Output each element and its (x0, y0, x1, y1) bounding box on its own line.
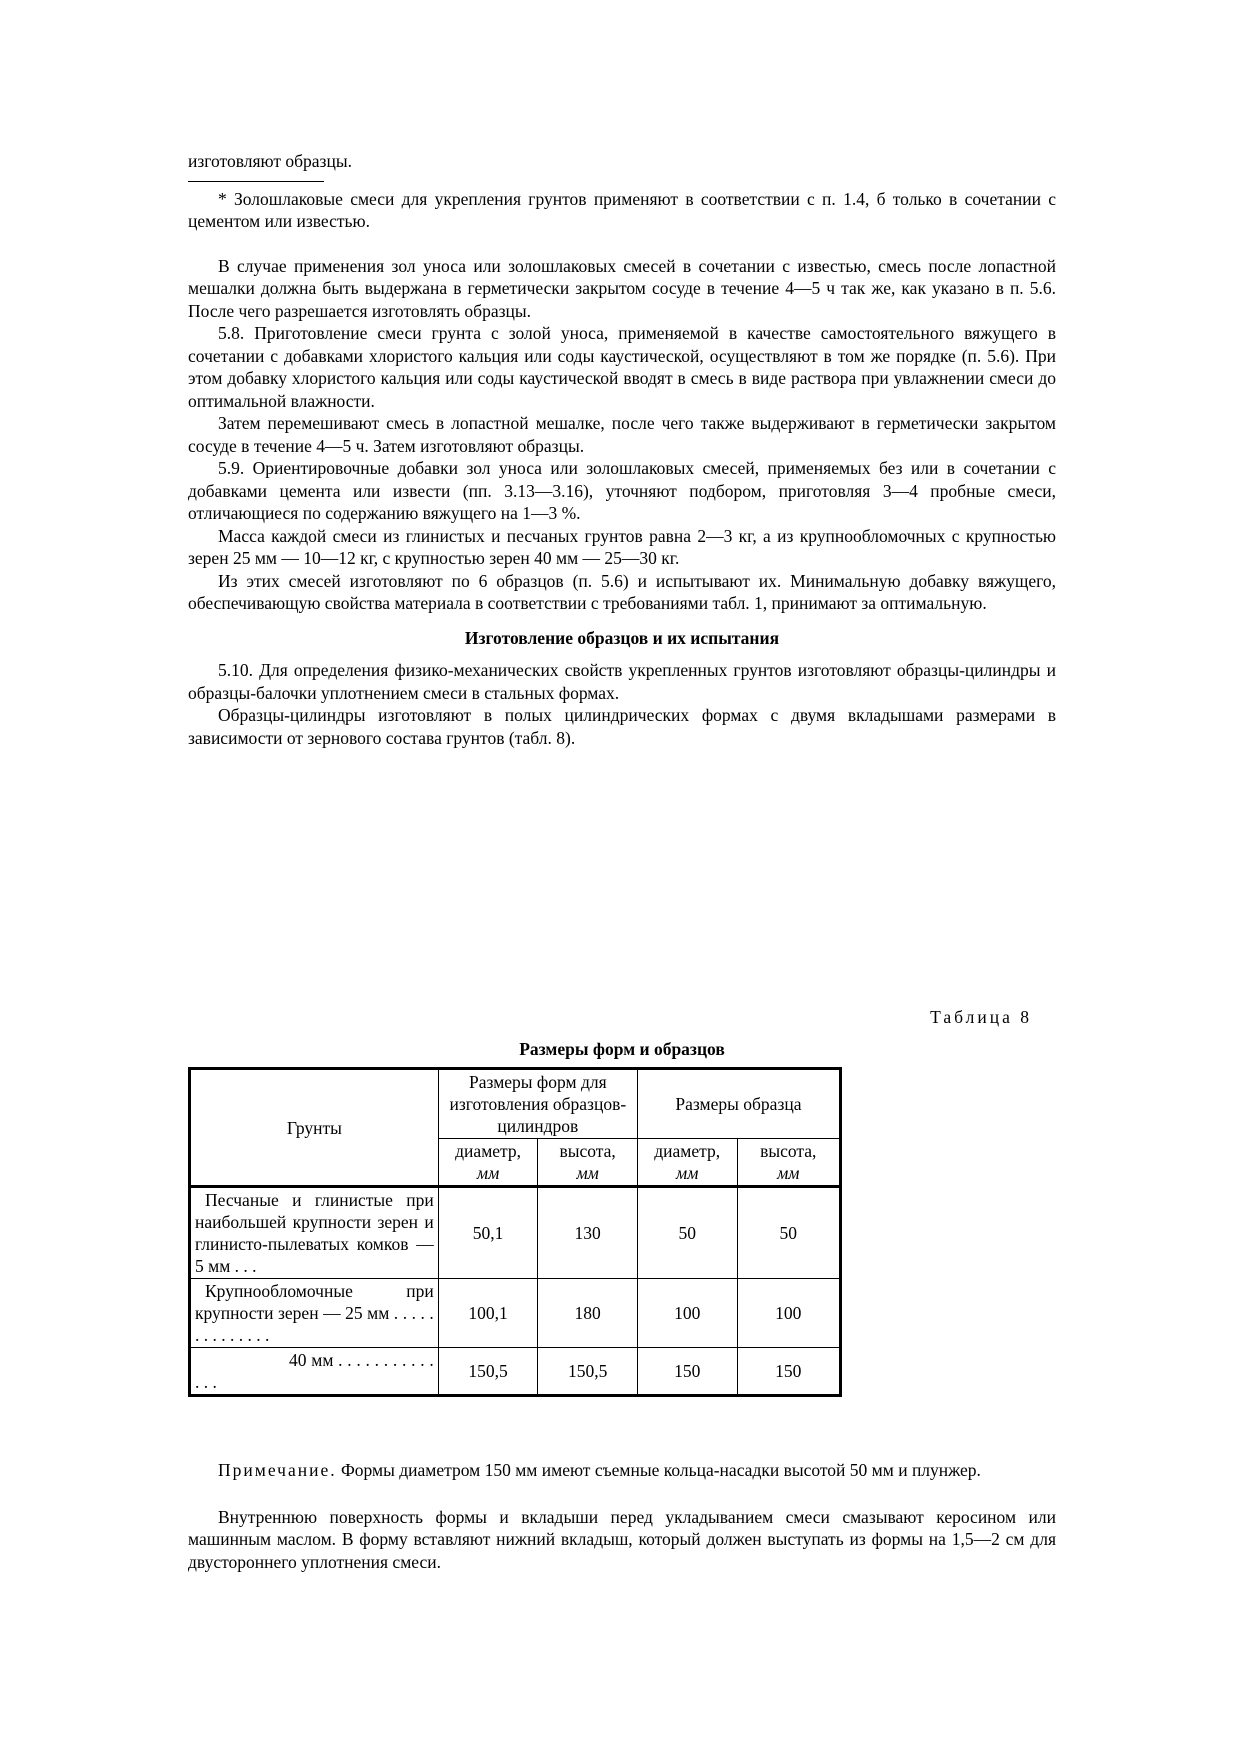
cell-form-diameter: 150,5 (438, 1348, 538, 1396)
paragraph: 5.10. Для определения физико-механических свойств укрепленных грунтов изготовляют образцы-цилиндры и образцы-балочки уплотнением смеси в стальных формах. (188, 660, 1056, 703)
footnote: * Золошлаковые смеси для укрепления грунтов применяют в соответствии с п. 1.4, б только в сочетании с цементом или известью. (188, 188, 1056, 231)
note-text: Формы диаметром 150 мм имеют съемные кольца-насадки высотой 50 мм и плунжер. (340, 1460, 981, 1480)
sizes-table (188, 1067, 842, 1397)
paragraph: Затем перемешивают смесь в лопастной мешалке, после чего также выдерживают в герметически закрытом сосуде в течение 4—5 ч. Затем изготовляют образцы. (188, 413, 1056, 456)
subheader-sample-diameter: диаметр, мм (637, 1139, 737, 1187)
cell-sample-diameter: 100 (637, 1279, 737, 1348)
document-page (188, 150, 1056, 749)
cell-sample-height: 100 (737, 1279, 840, 1348)
cell-sample-diameter: 150 (637, 1348, 737, 1396)
header-forms: Размеры форм для изготовления образцов-цилиндров (438, 1069, 637, 1139)
paragraph: Образцы-цилиндры изготовляют в полых цилиндрических формах с двумя вкладышами размерами в зависимости от зернового состава грунтов (табл. 8). (188, 705, 1056, 748)
top-line: изготовляют образцы. (188, 151, 352, 171)
subheader-sample-height: высота, мм (737, 1139, 840, 1187)
table-title: Размеры форм и образцов (519, 1039, 725, 1059)
cell-form-height: 180 (538, 1279, 637, 1348)
notes-block (188, 1459, 1056, 1573)
cell-soil: 40 мм . . . . . . . . . . . . . . (190, 1348, 439, 1396)
note-label: Примечание. (218, 1460, 337, 1480)
cell-soil: Песчаные и глинистые при наибольшей крупности зерен и глинисто-пылеватых комков — 5 мм . . . (190, 1187, 439, 1279)
paragraph: Из этих смесей изготовляют по 6 образцов (п. 5.6) и испытывают их. Минимальную добавку вяжущего, обеспечивающую свойства материала в соответствии с требованиями табл. 1, принимают за оптимальную. (188, 570, 1056, 613)
paragraph: В случае применения зол уноса или золошлаковых смесей в сочетании с известью, смесь после лопастной мешалки должна быть выдержана в герметически закрытом сосуде в течение 4—5 ч так же, как указано в п. 5.6. После чего разрешается изготовлять образцы. (188, 255, 1056, 321)
subheader-form-diameter: диаметр, мм (438, 1139, 538, 1187)
table-block (188, 1006, 1056, 1397)
header-sample: Размеры образца (637, 1069, 840, 1139)
table-caption: Таблица 8 (930, 1007, 1032, 1027)
cell-sample-diameter: 50 (637, 1187, 737, 1279)
cell-form-diameter: 100,1 (438, 1279, 538, 1348)
cell-sample-height: 150 (737, 1348, 840, 1396)
table-row (190, 1279, 841, 1348)
footnote-rule (188, 181, 324, 182)
cell-form-height: 150,5 (538, 1348, 637, 1396)
paragraph: Масса каждой смеси из глинистых и песчаных грунтов равна 2—3 кг, а из крупнообломочных с крупностью зерен 25 мм — 10—12 кг, с крупностью зерен 40 мм — 25—30 кг. (188, 525, 1056, 568)
header-soil: Грунты (190, 1069, 439, 1187)
table-note (188, 1459, 1056, 1482)
paragraph: 5.8. Приготовление смеси грунта с золой уноса, применяемой в качестве самостоятельного вяжущего в сочетании с добавками хлористого кальция или соды каустической, осуществляют в том же порядке (п. 5.6). При этом добавку хлористого кальция или соды каустической вводят в смесь в виде раствора при увлажнении смеси до оптимальной влажности. (188, 323, 1056, 411)
table-row (190, 1348, 841, 1396)
cell-form-height: 130 (538, 1187, 637, 1279)
final-paragraph: Внутреннюю поверхность формы и вкладыши перед укладыванием смеси смазывают керосином или машинным маслом. В форму вставляют нижний вкладыш, который должен выступать из формы на 1,5—2 см для двустороннего уплотнения смеси. (188, 1506, 1056, 1572)
section-heading: Изготовление образцов и их испытания (464, 627, 780, 648)
cell-form-diameter: 50,1 (438, 1187, 538, 1279)
cell-soil: Крупнообломочные при крупности зерен — 25 мм . . . . . . . . . . . . . . (190, 1279, 439, 1348)
table-row (190, 1187, 841, 1279)
paragraph: 5.9. Ориентировочные добавки зол уноса или золошлаковых смесей, применяемых без или в сочетании с добавками цемента или извести (пп. 3.13—3.16), уточняют подбором, приготовляя 3—4 пробные смеси, отличающиеся по содержанию вяжущего на 1—3 %. (188, 458, 1056, 523)
cell-sample-height: 50 (737, 1187, 840, 1279)
subheader-form-height: высота, мм (538, 1139, 637, 1187)
